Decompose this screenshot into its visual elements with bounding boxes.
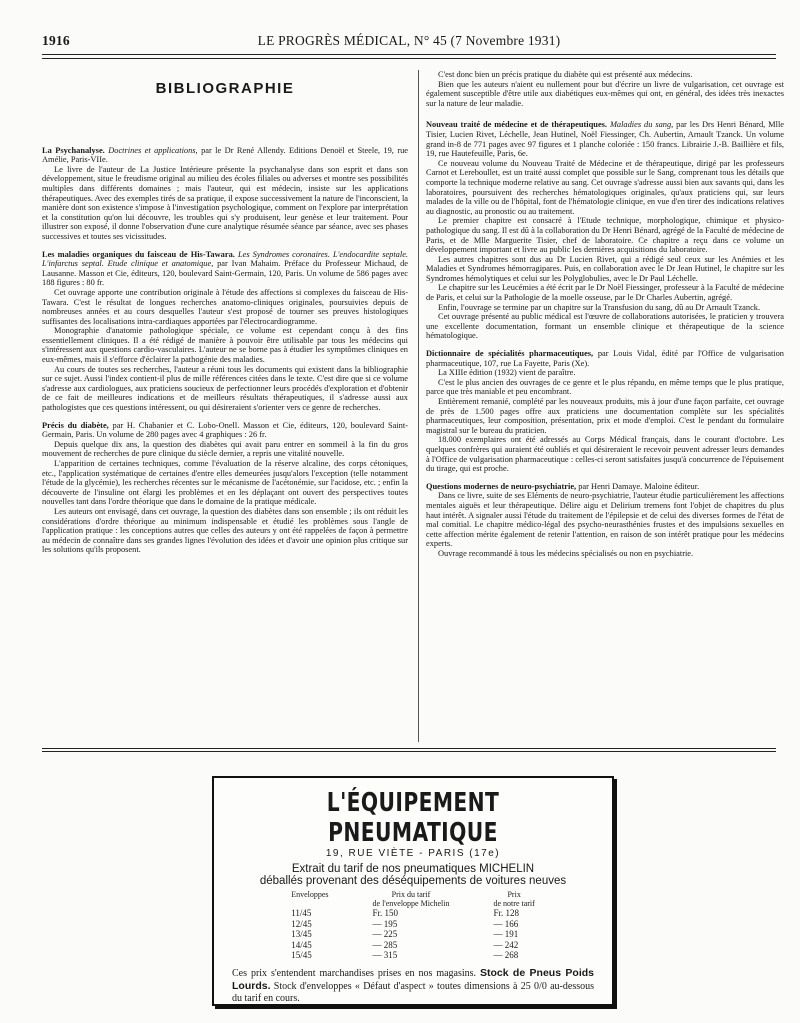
advertisement-box [212, 776, 614, 1006]
review-diabete-continued [426, 70, 784, 108]
footer-rule [42, 748, 776, 749]
price-cell-size: 12/45 [291, 918, 312, 929]
footer-rule-second [42, 751, 776, 752]
header-rule [42, 54, 776, 55]
section-title: BIBLIOGRAPHIE [155, 80, 295, 97]
ad-subtitle: Extrait du tarif de nos pneumatiques MICHELIN [291, 863, 535, 875]
review-paragraph: Au cours de toutes ses recherches, l'auteur a réuni tous les documents qui existent dans la bibliographie sur ce sujet. Aussi l'index contient-il plus de mille références citées dans le texte. C'est dire que si ce volume s'adresse aux cardiologues, aux praticiens soucieux de perfectionner leurs procédés d'exploration et d'obtenir de ce fait de meilleures indications et de meilleurs résultats thérapeutiques, il s'adresse aussi aux pathologistes que ces questions intéressent, ou qui désireraient s'orienter vers ce genre de recherches. [42, 364, 408, 413]
right-column [426, 70, 784, 742]
price-cell-tarif: — 285 [372, 939, 398, 950]
price-cell-notre: — 268 [493, 950, 519, 960]
review-paragraph: La XIIIe édition (1932) vient de paraître. [438, 368, 576, 378]
review-heading: Dictionnaire de spécialités pharmaceutiques, par Louis Vidal, édité par l'Office de vulgarisation pharmaceutique, 107, rue La Fayette, Paris (Xe). [426, 349, 784, 368]
price-table-row [269, 929, 557, 940]
review-traite-medecine [426, 120, 784, 341]
review-paragraph: Cet ouvrage présenté au public médical est l'œuvre de collaborations autorisées, le praticien y trouvera une excellente documentation, formant un ensemble clinique et thérapeutique de la science hématologique. [426, 312, 784, 341]
column-divider [418, 70, 419, 742]
review-paragraph: Bien que les auteurs n'aient eu nullement pour but d'écrire un livre de vulgarisation, cet ouvrage est également susceptible d'être utile aux diabétiques eux-mêmes qui ont, en général, des idées très inexactes sur la nature de leur maladie. [426, 79, 784, 108]
ad-title: L'ÉQUIPEMENT PNEUMATIQUE [326, 788, 500, 848]
review-paragraph: Ouvrage recommandé à tous les médecins spécialisés ou non en psychiatrie. [438, 548, 694, 558]
review-paragraph: L'apparition de certaines techniques, comme l'évaluation de la réserve alcaline, des corps cétoniques, etc., l'application systématique de certaines d'entre elles demeurées jusqu'alors l'exception (telle notamment l'étude de la glycémie), les recherches récentes sur le mécanisme de l'acétonémie, sur l'acidose, etc. ; enfin la découverte de l'insuline ont élargi les problèmes et en les déplaçant ont ouvert des perspectives toutes nouvelles tant dans l'ordre théorique que dans le domaine de la pratique médicale. [42, 459, 408, 507]
col-enveloppes: Enveloppes [291, 890, 329, 899]
price-cell-size: 11/45 [291, 908, 312, 918]
review-paragraph: 18.000 exemplaires ont été adressés au Corps Médical français, dans le courant d'octobre. Les quelques confrères qui auraient été oubliés et qui désireraient le recevoir peuvent adresser leurs demandes à l'Office de vulgarisation pharmaceutique : celles-ci seront satisfaites jusqu'à concurrence de l'épuisement du tirage, qui est proche. [426, 435, 784, 474]
price-table-row [269, 908, 557, 919]
review-paragraph: Le chapitre sur les Leucémies a été écrit par le Dr Noël Fiessinger, professeur à la Faculté de médecine de Paris, et celui sur la Pathologie de la moelle osseuse, par le Dr Charles Aubertin, agrégé. [426, 283, 784, 303]
review-dictionnaire [426, 349, 784, 474]
review-paragraph: C'est donc bien un précis pratique du diabète qui est présenté aux médecins. [438, 70, 693, 79]
review-paragraph: Depuis quelque dix ans, la question des diabètes qui avait paru entrer en sommeil à la fin du gros mouvement de recherches de pure clinique du siècle dernier, a repris une vitalité nouvelle. [42, 439, 408, 459]
review-paragraph: Enfin, l'ouvrage se termine par un chapitre sur la Transfusion du sang, dû au Dr Arnault Tzanck. [438, 302, 761, 312]
review-paragraph: Le livre de l'auteur de La Justice Intérieure présente la psychanalyse dans son esprit et dans son développement, situe le freudisme original au milieu des écoles filiales ou adverses et montre ses possibilités multiples dans différents domaines ; mais l'auteur, qui est médecin, insiste sur les applications thérapeutiques. Avec des exemples tirés de sa pratique, il expose successivement la nature de l'inconscient, la manière dont son existence s'impose à l'investigation psychologique, comment on l'explore par interprétation et la constitution qu'on lui découvre, les troubles qui s'y produisent, leur genèse et leur traitement. Pour illustrer son exposé, il donne l'observation d'une cure analytique résumée séance par séance, avec ses phases successives et toutes ses vicissitudes. [42, 164, 408, 241]
review-paragraph: Ce nouveau volume du Nouveau Traité de Médecine et de thérapeutique, dirigé par les professeurs Carnot et Lereboullet, est un traité aussi complet que possible sur le Sang, comprenant tous les détails que comporte la technique moderne relative au sang. Cet ouvrage s'adresse aussi bien aux savants qui, dans les laboratoires, poursuivent des recherches hématologiques originales, qu'aux praticiens qui, sur leurs malades de la ville ou de l'hôpital, font de l'hématologie clinique, en vue d'en tirer des indications relatives au diagnostic, au pronostic ou au traitement. [426, 158, 784, 216]
price-cell-notre: — 166 [493, 918, 519, 929]
price-cell-notre: — 242 [493, 939, 519, 950]
price-table-row [269, 950, 557, 961]
header-rule-second [42, 58, 776, 59]
review-paragraph: Dans ce livre, suite de ses Eléments de neuro-psychiatrie, l'auteur étudie particulièrement les affections mentales aiguës et leur thérapeutique. Délire aigu et Delirium tremens font l'objet de chapitres du plus haut intérêt. A signaler aussi l'étude du traitement de l'épilepsie et de celui des diverses formes de l'état de mal comitial. Le chapitre médico-légal des psycho-neurasthénies frustes et des impulsions sexuelles en cette affection mérite également de retenir l'attention, en raison de son intérêt pratique pour les médecins experts. [426, 491, 784, 549]
price-cell-notre: Fr. 128 [493, 908, 520, 918]
price-table-header [269, 891, 557, 908]
price-table [269, 891, 557, 961]
ad-subtitle-second: déballés provenant des déséquipements de voitures neuves [259, 875, 567, 887]
left-column [42, 70, 408, 742]
price-cell-tarif: — 195 [372, 918, 398, 929]
review-paragraph: Cet ouvrage apporte une contribution originale à l'étude des affections si complexes du faisceau de His-Tawara. C'est le résultat de longues recherches anatomo-cliniques originales, poursuivies depuis de nombreuses années et au cours desquelles l'auteur s'est proposé de tourner ses preuves histologiques suffisantes des localisations intra-cardiaques apportées par l'électrocardiogramme. [42, 287, 408, 326]
review-paragraph: Les auteurs ont envisagé, dans cet ouvrage, la question des diabètes dans son ensemble ; ils ont réduit les considérations d'ordre théorique au minimum indispensable et étudié les problèmes sous l'angle de l'application pratique : les conceptions autres que celles des auteurs y ont été rappelées de façon à permettre au médecin de connaître dans ses grandes lignes l'évolution des idées et d'avoir une opinion plus critique sur les solutions qu'ils proposent. [42, 506, 408, 555]
price-cell-tarif: — 315 [372, 950, 398, 960]
review-paragraph: Monographie d'anatomie pathologique spéciale, ce volume est cependant conçu à des fins essentiellement cliniques. Il a été rédigé de manière à pouvoir être utilisable par tous les médecins qui s'intéressent aux questions cardio-vasculaires. L'auteur ne se borne pas à étudier les symptômes cliniques en eux-mêmes, mais il s'efforce d'éclairer la pathogénie des maladies. [42, 326, 408, 365]
review-heading: Les maladies organiques du faisceau de His-Tawara. Les Syndromes coronaires. L'endocardite septale. L'infarctus septal. Etude clinique et anatomique, par Ivan Mahaim. Préface du Professeur Michaud, de Lausanne. Masson et Cie, éditeurs, 120, boulevard Saint-Germain, 120, Paris. Un volume de 586 pages avec 188 figures : 80 fr. [42, 249, 408, 288]
review-paragraph: Les autres chapitres sont dus au Dr Lucien Rivet, qui a rédigé seul ceux sur les Anémies et les Maladies et Syndromes hémorragipares. Puis, en collaboration avec le Dr Jean Hutinel, le chapitre sur les Syndromes hémolytiques et celui sur les Polyglobulies, avec le Dr Paul Léchelle. [426, 254, 784, 283]
review-heading: Questions modernes de neuro-psychiatrie, par Henri Damaye. Maloine éditeur. [426, 481, 700, 491]
page-number: 1916 [42, 33, 70, 48]
price-cell-size: 14/45 [291, 939, 312, 950]
review-his-tawara [42, 250, 408, 413]
price-cell-tarif: — 225 [372, 929, 398, 939]
price-cell-notre: — 191 [493, 929, 519, 939]
review-paragraph: Entièrement remanié, complété par les nouveaux produits, mis à jour d'une façon parfaite, cet ouvrage de près de 1.500 pages offre aux praticiens une documentation complète sur les spécialités pharmaceutiques, leur composition, présentation, prix et mode d'emploi. C'est le pendant du formulaire magistral sur le bureau du praticien. [426, 397, 784, 435]
review-psychanalyse [42, 146, 408, 242]
review-heading: Précis du diabète, par H. Chabanier et C. Lobo-Onell. Masson et Cie, éditeurs, 120, boulevard Saint-Germain, Paris. Un volume de 280 pages avec 4 graphiques : 26 fr. [42, 420, 408, 440]
review-heading: Nouveau traité de médecine et de thérapeutiques. Maladies du sang, par les Drs Henri Bénard, Mlle Tisier, Lucien Rivet, Léchelle, Jean Hutinel, Noël Fiessinger, Ch. Aubertin, Arnault Tzanck. Un volume grand in-8 de 771 pages avec 97 figures et 1 planche coloriée : 150 francs. Librairie J.-B. Baillière et fils, 19, rue Hautefeuille, Paris, 6e. [426, 120, 784, 159]
price-cell-size: 15/45 [291, 950, 312, 960]
review-heading: La Psychanalyse. Doctrines et applications, par le Dr René Allendy. Editions Denoël et Steele, 19, rue Amélie, Paris-VIIe. [42, 145, 408, 165]
journal-title: LE PROGRÈS MÉDICAL, N° 45 (7 Novembre 1931) [257, 33, 561, 48]
review-neuro-psychiatrie [426, 482, 784, 559]
price-cell-tarif: Fr. 150 [372, 908, 399, 918]
col-prix-notre: Prix de notre tarif [493, 890, 535, 908]
review-paragraph: C'est le plus ancien des ouvrages de ce genre et le plus répandu, en même temps que le plus pratique, parce que très maniable et peu encombrant. [426, 377, 784, 397]
ad-address: 19, RUE VIÈTE - PARIS (17e) [325, 848, 501, 859]
price-table-row [269, 940, 557, 951]
price-cell-size: 13/45 [291, 929, 312, 939]
review-paragraph: Le premier chapitre est consacré à l'Etude technique, morphologique, chimique et physico-pathologique du sang. Il est dû à la collaboration du Dr Henri Bénard, agrégé de la Faculté de médecine de Paris, et de Mlle Marguerite Tisier, chef de laboratoire. Ce chapitre a reçu dans ce volume un développement important et livre au public les dernières acquisitions du laboratoire. [426, 216, 784, 255]
col-prix-tarif: Prix du tarif de l'enveloppe Michelin [372, 890, 450, 908]
price-table-row [269, 919, 557, 930]
ad-footer: Ces prix s'entendent marchandises prises en nos magasins. Stock de Pneus Poids Lourds. Stock d'enveloppes « Défaut d'aspect » toutes dimensions à 25 0/0 au-dessous du tarif en cours. [232, 966, 594, 1004]
review-diabete [42, 421, 408, 555]
